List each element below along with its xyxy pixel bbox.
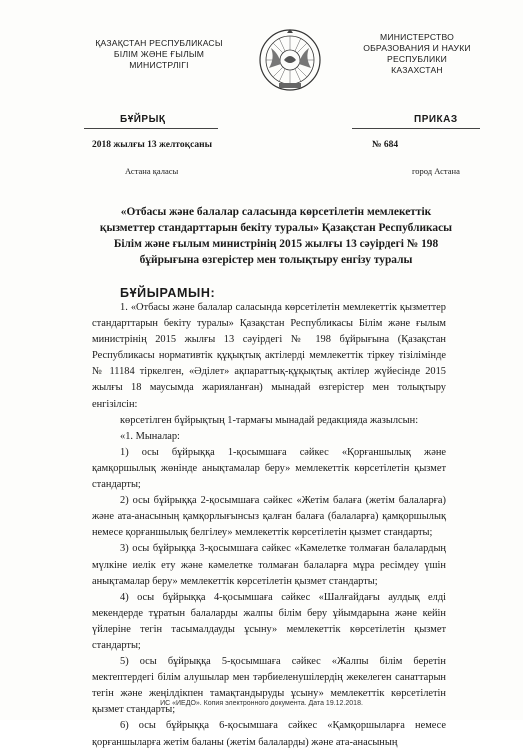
body-paragraph: 4) осы бұйрыққа 4-қосымшаға сәйкес «Шалғайдағы аулдық елді мекендерде тұратын балаларды жалпы білім беру ұйымдарына және кейін үйлеріне тегін тасымалдауды ұсыну» мемлекеттік көрсетілетін қызмет стандарты; [92,591,446,651]
body-paragraph: көрсетілген бұйрықтың 1-тармағы мынадай редакцияда жазылсын: [120,414,419,426]
document-date: 2018 жылғы 13 желтоқсаны [92,140,213,150]
header-right-line: РЕСПУБЛИКИ [387,54,447,64]
header-left-line: МИНИСТРЛІГІ [129,60,189,70]
state-emblem-icon [257,28,323,92]
body-paragraph: «1. Мыналар: [120,430,180,442]
header-right-line: МИНИСТЕРСТВО [380,32,454,42]
body-paragraph: 5) осы бұйрыққа 5-қосымшаға сәйкес «Жалпы білім беретін мектептердегі білім алушылар мен тәрбиеленушілердің жекелеген санаттарын тегін және жеңілдікпен тамақтандыруды ұсыну» мемлекеттік көрсетілетін қызмет стандарты; [92,656,446,716]
document-body [92,300,446,751]
header-rule-left [84,128,218,129]
order-heading: БҰЙЫРАМЫН: [120,286,216,300]
header-left-line: ҚАЗАҚСТАН РЕСПУБЛИКАСЫ [95,38,223,48]
ministry-name-kazakh [84,38,234,71]
body-paragraph: 1. «Отбасы және балалар саласында көрсетілетін мемлекеттік қызметтер стандарттарын бекіту туралы» Қазақстан Республикасы Білім және ғылым министрінің 2015 жылғы 13 сәуірдегі № 198 бұйрығына (Қазақстан Республикасы нормативтік құқықтық актілерді мемлекеттік тіркеу тізілімінде № 11184 тіркелген, «Әділет» ақпараттық-құқықтық актілер жүйесінде 2015 жылғы 18 маусымда жарияланған) мынадай өзгерістер мен толықтыру енгізілсін: [92,302,446,410]
body-paragraph: 2) осы бұйрыққа 2-қосымшаға сәйкес «Жетім балаға (жетім балаларға) және ата-анасының қамқорлығынсыз қалған балаға (балаларға) қамқоршылық немесе қорғаншылық белгілеу» мемлекеттік көрсетілетін қызмет стандарты; [92,495,446,539]
city-kazakh: Астана қаласы [125,166,179,176]
body-paragraph: 3) осы бұйрыққа 3-қосымшаға сәйкес «Кәмелетке толмаған балалардың мүлкіне иелік ету және кәмелетке толмаған балаларға мұра ресімдеу үшін анықтамалар беру» мемлекеттік көрсетілетін қызмет стандарты; [92,543,446,587]
document-title: «Отбасы және балалар саласында көрсетілетін мемлекеттік қызметтер стандарттарын бекіту туралы» Қазақстан Республикасы Білім және ғылым министрінің 2015 жылғы 13 сәуірдегі № 198 бұйрығына өзгерістер мен толықтыру енгізу туралы [99,206,453,266]
doc-type-russian: ПРИКАЗ [414,114,458,125]
document-number: № 684 [372,140,399,150]
body-paragraph: 1) осы бұйрыққа 1-қосымшаға сәйкес «Қорғаншылық және қамқоршылық жөнінде анықтамалар беру» мемлекеттік көрсетілетін қызмет стандарты; [92,446,446,491]
body-paragraph: 6) осы бұйрыққа 6-қосымшаға сәйкес «Қамқоршыларға немесе қорғаншыларға жетім баланы (жетім балаларды) және ата-анасының [92,720,446,748]
document-footer: ИС «ИЕДО». Копия электронного документа. Дата 19.12.2018. [160,700,363,707]
city-russian: город Астана [412,166,460,176]
ministry-name-russian [352,32,482,76]
header-right-line: КАЗАХСТАН [391,65,443,75]
doc-type-kazakh: БҰЙРЫҚ [120,114,166,125]
header-right-line: ОБРАЗОВАНИЯ И НАУКИ [363,43,471,53]
header-rule-right [352,128,480,129]
header-left-line: БІЛІМ ЖӘНЕ ҒЫЛЫМ [113,49,205,59]
